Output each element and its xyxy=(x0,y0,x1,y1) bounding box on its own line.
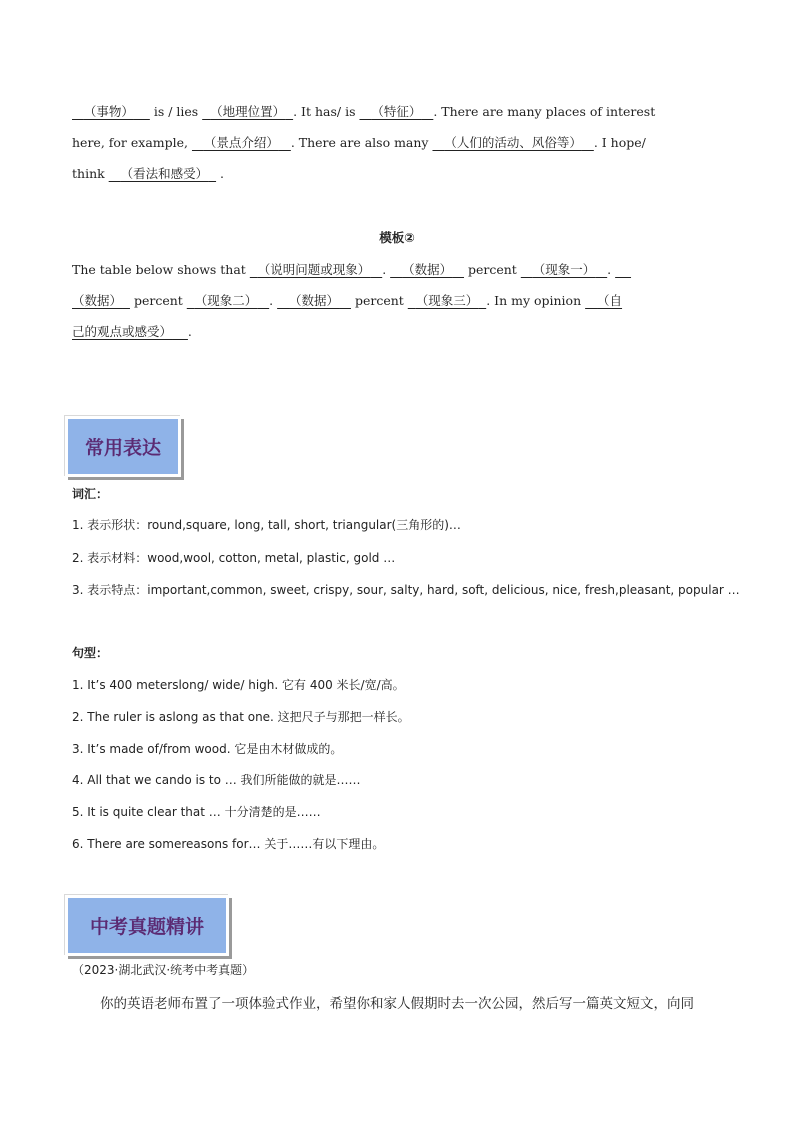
blank: 己的观点或感受） xyxy=(72,324,173,339)
blank: （人们的活动、风俗等） xyxy=(444,135,582,150)
text: percent xyxy=(129,293,187,308)
blank: （现象三） xyxy=(415,293,479,308)
text: think xyxy=(72,166,109,181)
blank: （特征） xyxy=(371,104,422,119)
section-header-common-expressions xyxy=(65,416,181,477)
text: . xyxy=(187,324,192,339)
text: . It has/ is xyxy=(293,104,360,119)
vocab-item: 3. 表示特点：important,common, sweet, crispy, sour, salty, hard, soft, delicious, nice, fresh,pleasant, popular … xyxy=(72,583,740,597)
sentence-item: 4. All that we cando is to … 我们所能做的就是…… xyxy=(72,773,361,787)
text: . xyxy=(607,262,616,277)
sentence-item: 2. The ruler is aslong as that one. 这把尺子与那把一样长。 xyxy=(72,710,410,724)
section-header-exam-questions xyxy=(65,895,229,956)
blank: （数据） xyxy=(72,293,123,308)
template-1-paragraph xyxy=(72,96,722,189)
vocab-item: 2. 表示材料：wood,wool, cotton, metal, plastic, gold … xyxy=(72,551,396,565)
text: . There are many places of interest xyxy=(433,104,656,119)
text: . There are also many xyxy=(290,135,433,150)
vocab-item: 1. 表示形状：round,square, long, tall, short, triangular(三角形的)… xyxy=(72,518,461,532)
blank: （景点介绍） xyxy=(203,135,279,150)
blank: （说明问题或现象） xyxy=(257,262,371,277)
sentence-item: 6. There are somereasons for… 关于……有以下理由。 xyxy=(72,837,385,851)
blank: （数据） xyxy=(289,293,340,308)
text: . I hope/ xyxy=(593,135,646,150)
text: is / lies xyxy=(149,104,203,119)
text: The table below shows that xyxy=(72,262,250,277)
blank: （事物） xyxy=(83,104,134,119)
sentence-label: 句型： xyxy=(72,646,109,660)
vocab-label: 词汇： xyxy=(72,487,109,501)
blank: （现象一） xyxy=(532,262,596,277)
exam-source: （2023·湖北武汉·统考中考真题） xyxy=(72,963,255,977)
blank xyxy=(615,262,631,277)
sentence-item: 3. It’s made of/from wood. 它是由木材做成的。 xyxy=(72,742,343,756)
sentence-item: 5. It is quite clear that … 十分清楚的是…… xyxy=(72,805,321,819)
template-2-title: 模板② xyxy=(379,230,415,245)
blank: （看法和感受） xyxy=(120,166,209,181)
section-title: 常用表达 xyxy=(84,437,161,459)
text: here, for example, xyxy=(72,135,192,150)
blank: （自 xyxy=(597,293,623,308)
section-title: 中考真题精讲 xyxy=(89,916,204,938)
text: . xyxy=(382,262,391,277)
text: percent xyxy=(350,293,408,308)
blank: （数据） xyxy=(402,262,453,277)
text: percent xyxy=(464,262,521,277)
sentence-item: 1. It’s 400 meterslong/ wide/ high. 它有 400 米长/宽/高。 xyxy=(72,678,405,692)
blank: （地理位置） xyxy=(210,104,286,119)
text: . In my opinion xyxy=(486,293,586,308)
text: . xyxy=(216,166,225,181)
exam-prompt-text: 你的英语老师布置了一项体验式作业，希望你和家人假期时去一次公园，然后写一篇英文短文，向同 xyxy=(100,996,694,1012)
template-2-paragraph xyxy=(72,254,722,347)
text: . xyxy=(269,293,278,308)
blank: （现象二） xyxy=(194,293,258,308)
